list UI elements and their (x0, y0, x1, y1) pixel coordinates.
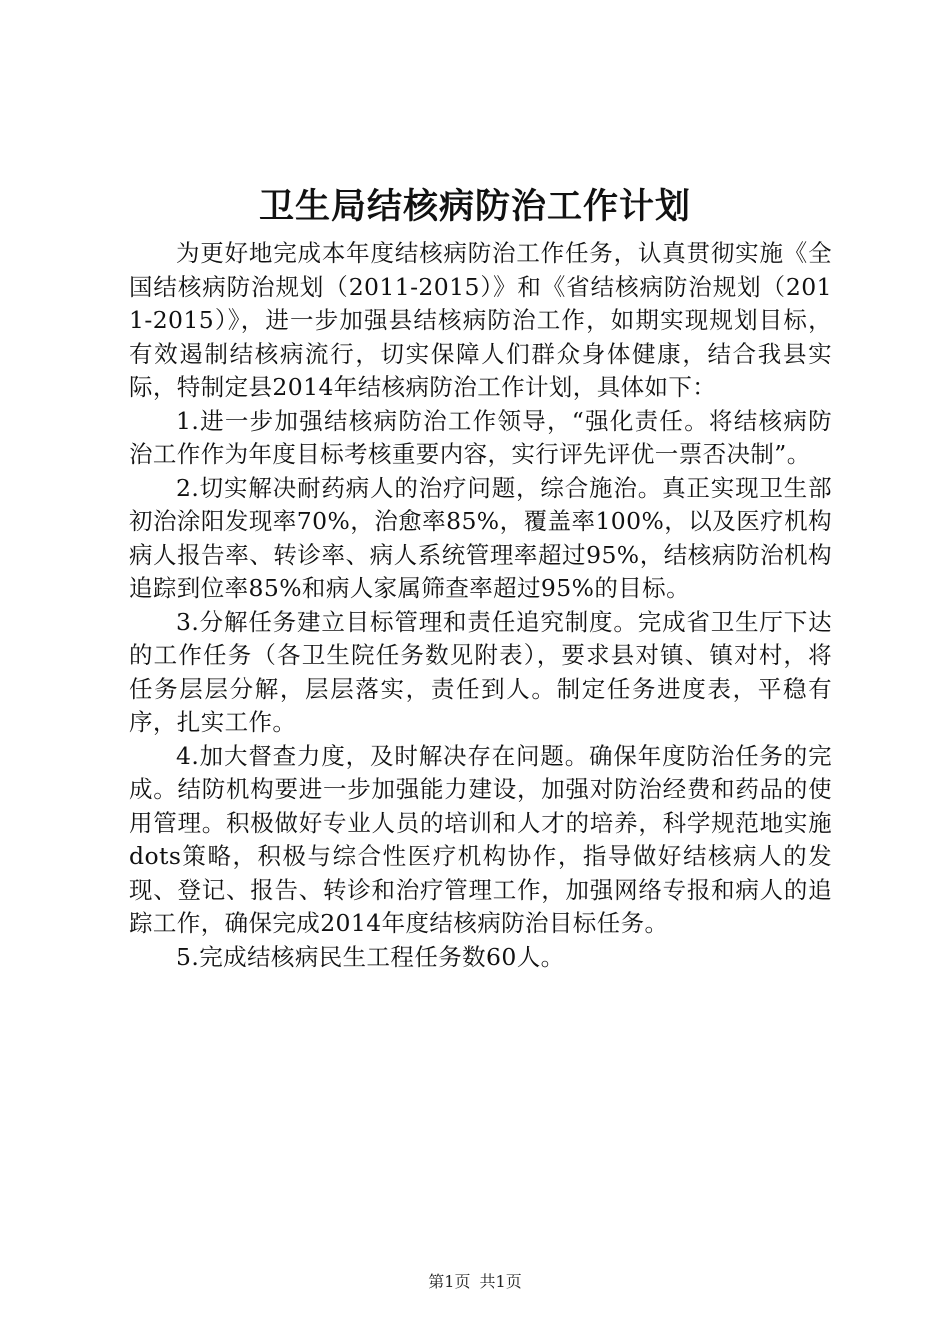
document-body (129, 237, 832, 974)
document-title: 卫生局结核病防治工作计划 (258, 186, 691, 227)
item-3-paragraph: 3.分解任务建立目标管理和责任追究制度。完成省卫生厅下达的工作任务（各卫生院任务数见附表），要求县对镇、镇对村，将任务层层分解，层层落实，责任到人。制定任务进度表，平稳有序，扎实工作。 (129, 607, 832, 736)
page-footer (0, 1272, 950, 1292)
page-number: 第1页 (428, 1272, 471, 1291)
item-5-paragraph: 5.完成结核病民生工程任务数60人。 (176, 942, 565, 971)
item-2-paragraph: 2.切实解决耐药病人的治疗问题，综合施治。真正实现卫生部初治涂阳发现率70%，治愈率85%，覆盖率100%，以及医疗机构病人报告率、转诊率、病人系统管理率超过95%，结核病防治机构追踪到位率85%和病人家属筛查率超过95%的目标。 (129, 473, 832, 602)
page-total: 共1页 (479, 1272, 522, 1291)
item-4-paragraph: 4.加大督查力度，及时解决存在问题。确保年度防治任务的完成。结防机构要进一步加强能力建设，加强对防治经费和药品的使用管理。积极做好专业人员的培训和人才的培养，科学规范地实施dots策略，积极与综合性医疗机构协作，指导做好结核病人的发现、登记、报告、转诊和治疗管理工作，加强网络专报和病人的追踪工作，确保完成2014年度结核病防治目标任务。 (129, 741, 832, 937)
item-1-paragraph: 1.进一步加强结核病防治工作领导，“强化责任。将结核病防治工作作为年度目标考核重要内容，实行评先评优一票否决制”。 (129, 406, 832, 468)
intro-paragraph: 为更好地完成本年度结核病防治工作任务，认真贯彻实施《全国结核病防治规划（2011-2015）》和《省结核病防治规划（2011-2015）》，进一步加强县结核病防治工作，如期实现规划目标，有效遏制结核病流行，切实保障人们群众身体健康，结合我县实际，特制定县2014年结核病防治工作计划，具体如下： (129, 239, 832, 401)
